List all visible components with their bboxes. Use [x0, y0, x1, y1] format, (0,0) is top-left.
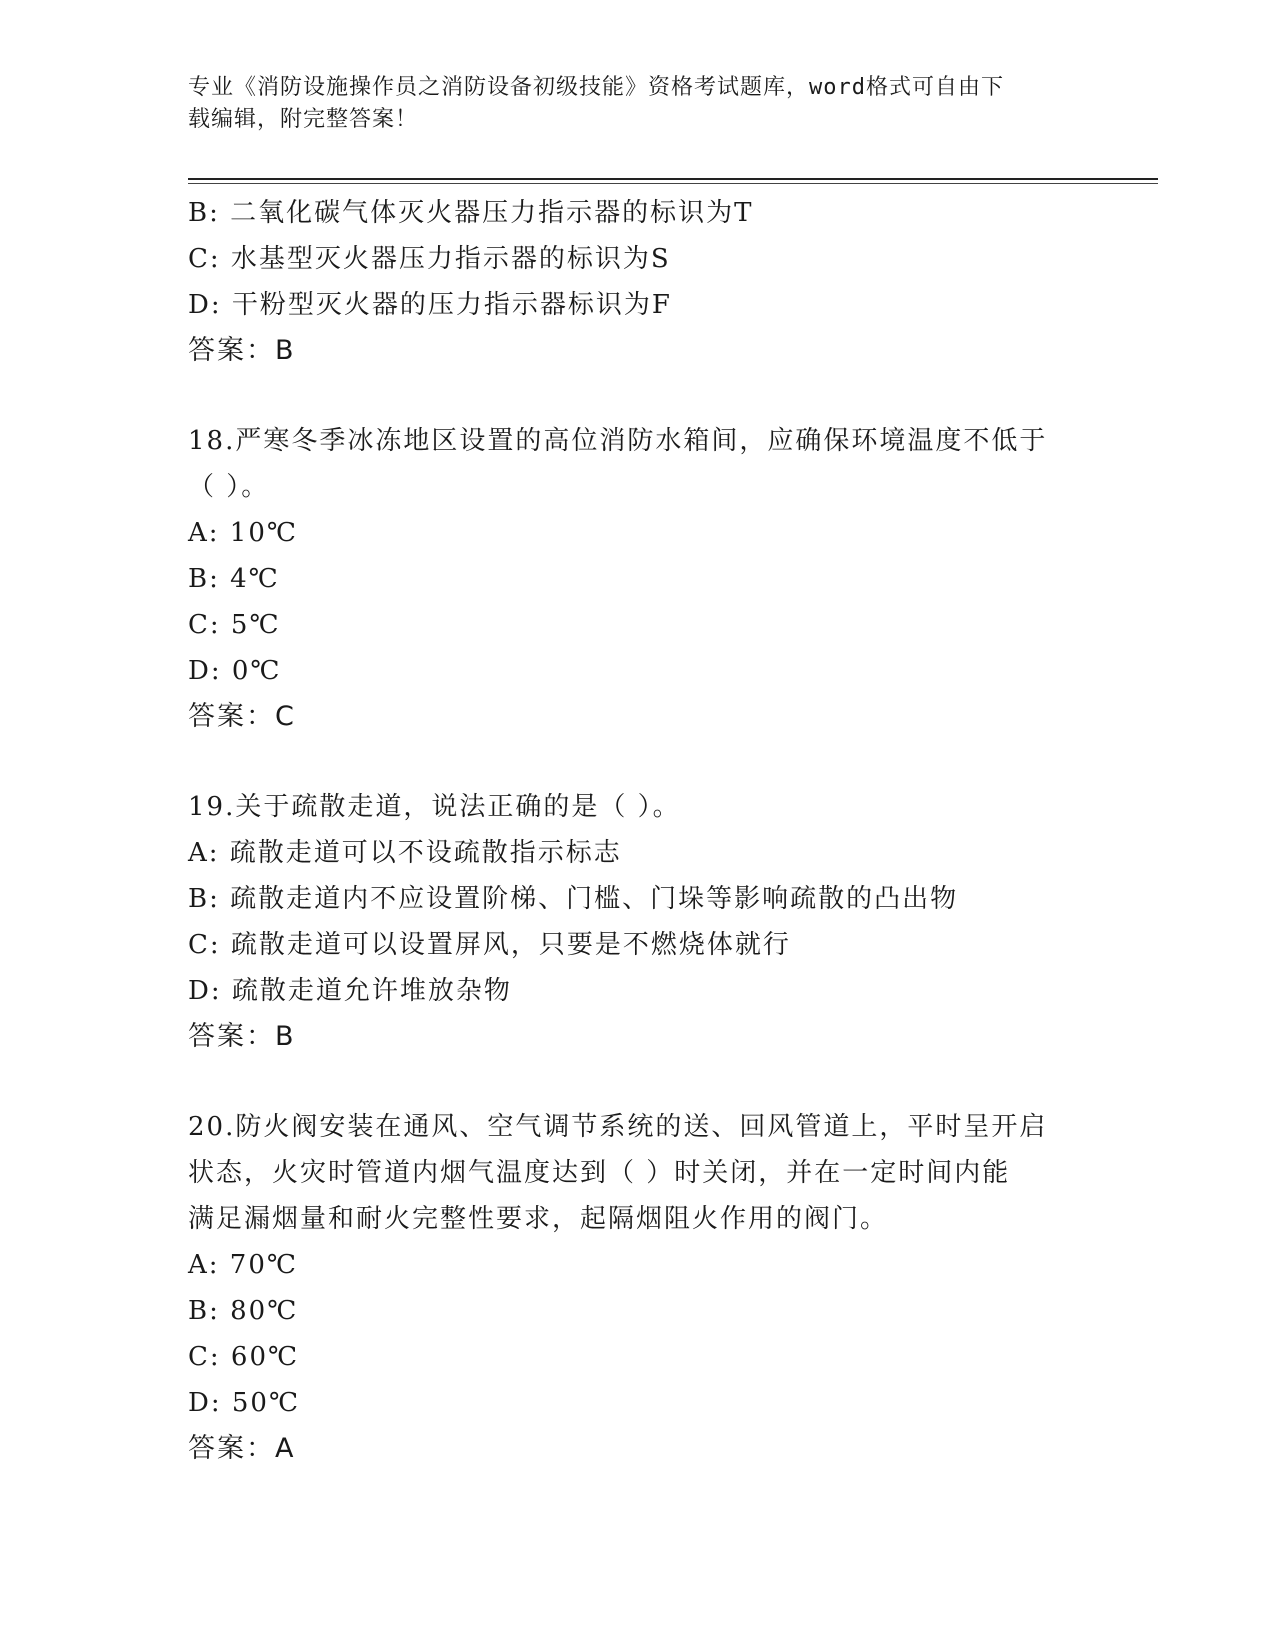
option-d: D: 干粉型灭火器的压力指示器标识为F: [188, 290, 672, 320]
option-a: A: 70℃: [188, 1250, 298, 1280]
option-a: A: 疏散走道可以不设疏散指示标志: [188, 838, 622, 868]
question-stem: 20.防火阀安装在通风、空气调节系统的送、回风管道上，平时呈开启: [188, 1112, 1048, 1142]
document-header: [188, 72, 1068, 136]
option-b: B: 疏散走道内不应设置阶梯、门槛、门垛等影响疏散的凸出物: [188, 884, 959, 914]
option-c: C: 水基型灭火器压力指示器的标识为S: [188, 244, 671, 274]
answer-line: 答案：A: [188, 1433, 296, 1464]
option-b: B: 二氧化碳气体灭火器压力指示器的标识为T: [188, 198, 754, 228]
question-stem: 满足漏烟量和耐火完整性要求，起隔烟阻火作用的阀门。: [188, 1204, 889, 1234]
option-d: D: 疏散走道允许堆放杂物: [188, 976, 512, 1006]
header-line-1: 专业《消防设施操作员之消防设备初级技能》资格考试题库，word格式可自由下: [188, 75, 1004, 100]
option-c: C: 疏散走道可以设置屏风，只要是不燃烧体就行: [188, 930, 791, 960]
spacer: [188, 1060, 1088, 1104]
answer-line: 答案：C: [188, 701, 296, 732]
option-b: B: 4℃: [188, 564, 280, 594]
header-line-2: 载编辑，附完整答案！: [188, 107, 419, 132]
answer-line: 答案：B: [188, 1021, 296, 1052]
header-divider-thick: [188, 178, 1158, 180]
question-list: [188, 190, 1088, 1472]
option-c: C: 5℃: [188, 610, 281, 640]
question-stem: 18.严寒冬季冰冻地区设置的高位消防水箱间，应确保环境温度不低于: [188, 426, 1048, 456]
header-divider-thin: [188, 183, 1158, 184]
spacer: [188, 740, 1088, 784]
question-19: [188, 784, 1088, 1060]
question-17-partial: [188, 190, 1088, 374]
question-20: [188, 1104, 1088, 1472]
option-d: D: 0℃: [188, 656, 282, 686]
question-stem: （ ）。: [188, 472, 270, 502]
question-18: [188, 418, 1088, 740]
option-b: B: 80℃: [188, 1296, 299, 1326]
answer-line: 答案：B: [188, 335, 296, 366]
option-c: C: 60℃: [188, 1342, 300, 1372]
question-stem: 状态，火灾时管道内烟气温度达到（ ）时关闭，并在一定时间内能: [188, 1158, 1011, 1188]
spacer: [188, 374, 1088, 418]
option-d: D: 50℃: [188, 1388, 301, 1418]
question-stem: 19.关于疏散走道，说法正确的是（ ）。: [188, 792, 681, 822]
option-a: A: 10℃: [188, 518, 298, 548]
